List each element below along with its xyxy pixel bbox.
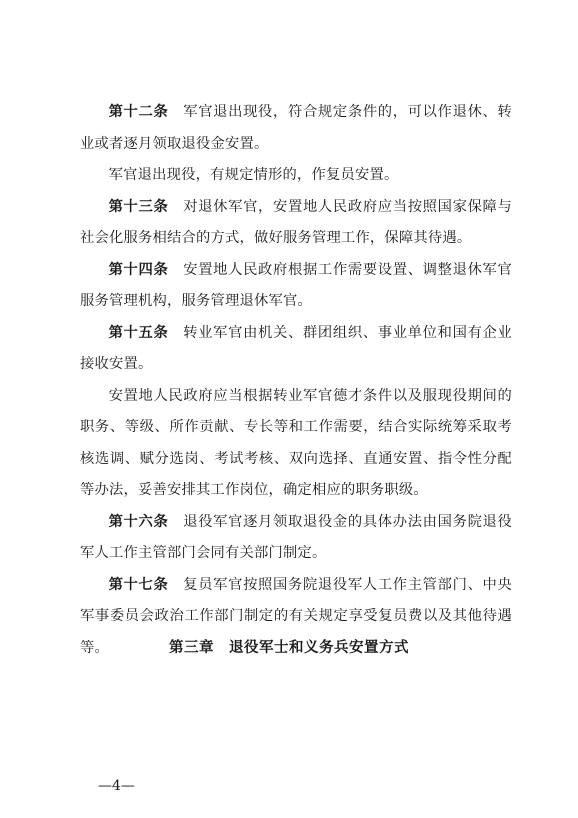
article-15-paragraph-2: [80, 381, 512, 507]
article-heading: 第十三条: [108, 198, 169, 215]
article-14: [80, 255, 512, 318]
article-16: [80, 507, 512, 570]
article-heading: 第十六条: [108, 513, 169, 530]
article-text: 军官退出现役，有规定情形的，作复员安置。: [108, 167, 399, 183]
article-heading: 第十七条: [108, 576, 169, 593]
article-text: 退役军官逐月领取退役金的具体办法由国务院退役军人工作主管部门会同有关部门制定。: [80, 513, 512, 561]
article-heading: 第十五条: [108, 324, 169, 341]
article-12: [80, 97, 512, 160]
chapter-title: 第三章 退役军士和义务兵安置方式: [169, 640, 409, 656]
article-text: 军官退出现役，符合规定条件的，可以作退休、转业或者逐月领取退役金安置。: [80, 104, 512, 152]
document-body: [80, 97, 512, 664]
article-15: [80, 318, 512, 381]
article-text: 转业军官由机关、群团组织、事业单位和国有企业接收安置。: [80, 324, 512, 372]
article-heading: 第十二条: [108, 104, 169, 120]
article-12-paragraph-2: [80, 160, 512, 192]
article-text: 复员军官按照国务院退役军人工作主管部门、中央军事委员会政治工作部门制定的有关规定享受复员费以及其他待遇等。: [80, 576, 512, 656]
article-heading: 第十四条: [108, 261, 169, 278]
page-number: —4—: [98, 778, 135, 794]
article-text: 安置地人民政府根据工作需要设置、调整退休军官服务管理机构，服务管理退休军官。: [80, 261, 512, 309]
article-text: 对退休军官，安置地人民政府应当按照国家保障与社会化服务相结合的方式，做好服务管理工作，保障其待遇。: [80, 198, 512, 246]
article-13: [80, 192, 512, 255]
article-text: 安置地人民政府应当根据转业军官德才条件以及服现役期间的职务、等级、所作贡献、专长等和工作需要，结合实际统筹采取考核选调、赋分选岗、考试考核、双向选择、直通安置、指令性分配等办法，妥善安排其工作岗位，确定相应的职务职级。: [80, 387, 512, 498]
